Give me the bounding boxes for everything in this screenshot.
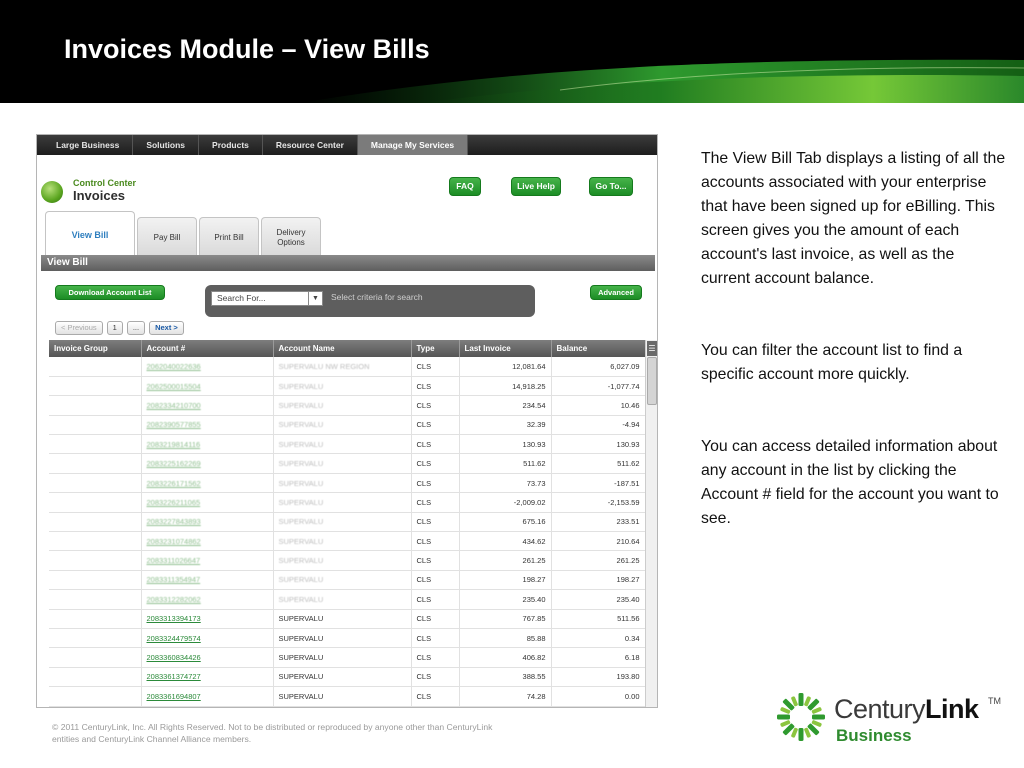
- cell-balance: 130.93: [551, 435, 645, 454]
- cell-type: CLS: [411, 512, 459, 531]
- cell-balance: 193.80: [551, 667, 645, 686]
- cell-account-number[interactable]: 2083312282062: [141, 590, 273, 609]
- cell-account-name: SUPERVALU NW REGION: [273, 357, 411, 376]
- pagination: [55, 321, 188, 337]
- table-body: [49, 357, 645, 706]
- cell-last-invoice: 73.73: [459, 473, 551, 492]
- logo-word-b: Link: [925, 694, 979, 724]
- logo-trademark: TM: [988, 696, 1001, 706]
- tab-bar: [45, 211, 323, 257]
- cell-invoice-group: [49, 687, 141, 706]
- description-text: [701, 147, 1007, 579]
- col-account-name[interactable]: Account Name: [273, 340, 411, 357]
- cell-last-invoice: 261.25: [459, 551, 551, 570]
- cell-balance: -4.94: [551, 415, 645, 434]
- cell-balance: -1,077.74: [551, 376, 645, 395]
- table-row: [49, 493, 645, 512]
- cell-account-name: SUPERVALU: [273, 454, 411, 473]
- cell-type: CLS: [411, 473, 459, 492]
- cell-type: CLS: [411, 396, 459, 415]
- cell-account-name: SUPERVALU: [273, 570, 411, 589]
- tab-delivery-options[interactable]: Delivery Options: [261, 217, 321, 257]
- cell-invoice-group: [49, 493, 141, 512]
- table-row: [49, 570, 645, 589]
- nav-large-business[interactable]: Large Business: [43, 135, 133, 155]
- cell-type: CLS: [411, 667, 459, 686]
- nav-solutions[interactable]: Solutions: [133, 135, 199, 155]
- cell-account-number[interactable]: 2083360834426: [141, 648, 273, 667]
- go-to-button[interactable]: Go To...: [589, 177, 633, 196]
- section-title-bar: View Bill: [41, 255, 655, 271]
- table-row: [49, 532, 645, 551]
- cell-balance: 198.27: [551, 570, 645, 589]
- table-row: [49, 667, 645, 686]
- logo-wordmark: [834, 694, 979, 725]
- chevron-down-icon: ▼: [308, 292, 322, 305]
- search-criteria-placeholder: Select criteria for search: [331, 292, 423, 302]
- cell-last-invoice: 130.93: [459, 435, 551, 454]
- table-row: [49, 435, 645, 454]
- cell-balance: 511.62: [551, 454, 645, 473]
- cell-account-name: SUPERVALU: [273, 435, 411, 454]
- cell-last-invoice: 511.62: [459, 454, 551, 473]
- cell-account-number[interactable]: 2083226171562: [141, 473, 273, 492]
- cell-account-number[interactable]: 2083361374727: [141, 667, 273, 686]
- cell-account-name: SUPERVALU: [273, 667, 411, 686]
- top-navigation: [37, 135, 657, 155]
- control-center-label: Control Center: [73, 178, 136, 188]
- logo-business: Business: [836, 726, 912, 745]
- cell-last-invoice: 198.27: [459, 570, 551, 589]
- cell-account-name: SUPERVALU: [273, 648, 411, 667]
- cell-last-invoice: 235.40: [459, 590, 551, 609]
- cell-balance: 511.56: [551, 609, 645, 628]
- cell-type: CLS: [411, 454, 459, 473]
- cell-account-name: SUPERVALU: [273, 628, 411, 647]
- cell-account-name: SUPERVALU: [273, 396, 411, 415]
- cell-last-invoice: 767.85: [459, 609, 551, 628]
- cell-last-invoice: 32.39: [459, 415, 551, 434]
- tab-view-bill[interactable]: View Bill: [45, 211, 135, 257]
- cell-invoice-group: [49, 590, 141, 609]
- live-help-button[interactable]: Live Help: [511, 177, 561, 196]
- cell-account-number[interactable]: 2062040022636: [141, 357, 273, 376]
- cell-balance: -2,153.59: [551, 493, 645, 512]
- table-header-row: [49, 340, 645, 357]
- cell-type: CLS: [411, 590, 459, 609]
- cell-account-name: SUPERVALU: [273, 687, 411, 706]
- slide-title: Invoices Module – View Bills: [64, 34, 430, 64]
- cell-account-number[interactable]: 2083219814116: [141, 435, 273, 454]
- cell-type: CLS: [411, 435, 459, 454]
- cell-invoice-group: [49, 609, 141, 628]
- cell-invoice-group: [49, 648, 141, 667]
- cell-account-name: SUPERVALU: [273, 415, 411, 434]
- cell-balance: 6,027.09: [551, 357, 645, 376]
- table-row: [49, 376, 645, 395]
- cell-balance: 233.51: [551, 512, 645, 531]
- cell-account-name: SUPERVALU: [273, 512, 411, 531]
- cell-invoice-group: [49, 570, 141, 589]
- cell-type: CLS: [411, 687, 459, 706]
- search-for-select[interactable]: [211, 291, 323, 306]
- faq-button[interactable]: FAQ: [449, 177, 481, 196]
- slide-header: [0, 0, 1024, 103]
- cell-account-number[interactable]: 2082390577855: [141, 415, 273, 434]
- table-row: [49, 454, 645, 473]
- cell-account-number[interactable]: 2083361694807: [141, 687, 273, 706]
- cell-last-invoice: 388.55: [459, 667, 551, 686]
- cell-account-name: SUPERVALU: [273, 532, 411, 551]
- cell-type: CLS: [411, 551, 459, 570]
- col-type[interactable]: Type: [411, 340, 459, 357]
- nav-products[interactable]: Products: [199, 135, 263, 155]
- cell-type: CLS: [411, 609, 459, 628]
- cell-last-invoice: 74.28: [459, 687, 551, 706]
- table-row: [49, 609, 645, 628]
- col-account-number[interactable]: Account #: [141, 340, 273, 357]
- cell-type: CLS: [411, 376, 459, 395]
- cell-type: CLS: [411, 628, 459, 647]
- cell-type: CLS: [411, 357, 459, 376]
- table-row: [49, 648, 645, 667]
- table-row: [49, 512, 645, 531]
- cell-account-name: SUPERVALU: [273, 609, 411, 628]
- tab-print-bill[interactable]: Print Bill: [199, 217, 259, 257]
- cell-account-name: SUPERVALU: [273, 493, 411, 512]
- starburst-icon: [776, 688, 826, 746]
- cell-balance: 6.18: [551, 648, 645, 667]
- cell-balance: 0.34: [551, 628, 645, 647]
- cell-last-invoice: 234.54: [459, 396, 551, 415]
- scrollbar-thumb[interactable]: [647, 357, 657, 405]
- cell-account-number[interactable]: 2083225162269: [141, 454, 273, 473]
- cell-invoice-group: [49, 667, 141, 686]
- cell-invoice-group: [49, 435, 141, 454]
- previous-page-button[interactable]: < Previous: [55, 321, 103, 335]
- cell-invoice-group: [49, 512, 141, 531]
- search-for-value: Search For...: [217, 293, 266, 303]
- col-invoice-group[interactable]: Invoice Group: [49, 340, 141, 357]
- download-account-list-button[interactable]: Download Account List: [55, 285, 165, 300]
- table-row: [49, 687, 645, 706]
- cell-last-invoice: 675.16: [459, 512, 551, 531]
- cell-invoice-group: [49, 473, 141, 492]
- accounts-table: [49, 340, 646, 707]
- grid-menu-icon[interactable]: ☰: [647, 341, 657, 356]
- table-row: [49, 473, 645, 492]
- copyright-footer: © 2011 CenturyLink, Inc. All Rights Reserved. Not to be distributed or reproduced by anyone other than CenturyLink entities and CenturyLink Channel Alliance members.: [52, 722, 493, 744]
- cell-account-number[interactable]: 2083311026647: [141, 551, 273, 570]
- cell-invoice-group: [49, 454, 141, 473]
- cell-invoice-group: [49, 376, 141, 395]
- table-row: [49, 357, 645, 376]
- cell-invoice-group: [49, 628, 141, 647]
- cell-invoice-group: [49, 551, 141, 570]
- cell-account-name: SUPERVALU: [273, 590, 411, 609]
- table-row: [49, 415, 645, 434]
- paragraph-overview: The View Bill Tab displays a listing of all the accounts associated with your enterprise that have been signed up for eBilling. This screen gives you the amount of each account's last invoice, as well as the current account balance.: [701, 150, 1006, 287]
- cell-account-number[interactable]: 2082334210700: [141, 396, 273, 415]
- cell-last-invoice: -2,009.02: [459, 493, 551, 512]
- cell-last-invoice: 14,918.25: [459, 376, 551, 395]
- cell-type: CLS: [411, 570, 459, 589]
- table-scrollbar[interactable]: [645, 340, 657, 708]
- col-last-invoice[interactable]: Last Invoice: [459, 340, 551, 357]
- page-1-button[interactable]: 1: [107, 321, 123, 335]
- cell-type: CLS: [411, 648, 459, 667]
- cell-account-name: SUPERVALU: [273, 473, 411, 492]
- cell-balance: 210.64: [551, 532, 645, 551]
- nav-resource-center[interactable]: Resource Center: [263, 135, 358, 155]
- next-page-button[interactable]: Next >: [149, 321, 184, 335]
- table-row: [49, 396, 645, 415]
- cell-account-number[interactable]: 2083226211065: [141, 493, 273, 512]
- col-balance[interactable]: Balance: [551, 340, 645, 357]
- cell-type: CLS: [411, 532, 459, 551]
- accounts-table-wrapper: [49, 340, 657, 707]
- cell-type: CLS: [411, 415, 459, 434]
- cell-balance: 0.00: [551, 687, 645, 706]
- cell-last-invoice: 434.62: [459, 532, 551, 551]
- cell-account-number[interactable]: 2062500015504: [141, 376, 273, 395]
- centurylink-logo: [776, 684, 1006, 748]
- paragraph-filter: You can filter the account list to find a specific account more quickly.: [701, 342, 963, 383]
- cell-account-number[interactable]: 2083324479574: [141, 628, 273, 647]
- cell-balance: 261.25: [551, 551, 645, 570]
- cell-account-name: SUPERVALU: [273, 376, 411, 395]
- cell-account-number[interactable]: 2083313394173: [141, 609, 273, 628]
- cell-last-invoice: 85.88: [459, 628, 551, 647]
- more-pages-button[interactable]: ...: [127, 321, 145, 335]
- table-row: [49, 590, 645, 609]
- cell-account-number[interactable]: 2083311354947: [141, 570, 273, 589]
- cell-last-invoice: 406.82: [459, 648, 551, 667]
- cell-invoice-group: [49, 357, 141, 376]
- tab-pay-bill[interactable]: Pay Bill: [137, 217, 197, 257]
- table-row: [49, 628, 645, 647]
- module-title: Invoices: [73, 188, 126, 203]
- cell-last-invoice: 12,081.64: [459, 357, 551, 376]
- cell-invoice-group: [49, 532, 141, 551]
- cell-balance: 10.46: [551, 396, 645, 415]
- cell-balance: -187.51: [551, 473, 645, 492]
- paragraph-details: You can access detailed information about any account in the list by clicking the Account # field for the account you want to see.: [701, 438, 999, 527]
- logo-word-a: Century: [834, 694, 926, 724]
- cell-account-number[interactable]: 2083231074862: [141, 532, 273, 551]
- cell-invoice-group: [49, 415, 141, 434]
- table-row: [49, 551, 645, 570]
- advanced-button[interactable]: Advanced: [590, 285, 642, 300]
- nav-manage-my-services[interactable]: Manage My Services: [358, 135, 468, 155]
- cell-invoice-group: [49, 396, 141, 415]
- cell-account-name: SUPERVALU: [273, 551, 411, 570]
- cell-type: CLS: [411, 493, 459, 512]
- globe-icon: [41, 181, 63, 203]
- cell-balance: 235.40: [551, 590, 645, 609]
- cell-account-number[interactable]: 2083227843893: [141, 512, 273, 531]
- app-screenshot: [36, 134, 658, 708]
